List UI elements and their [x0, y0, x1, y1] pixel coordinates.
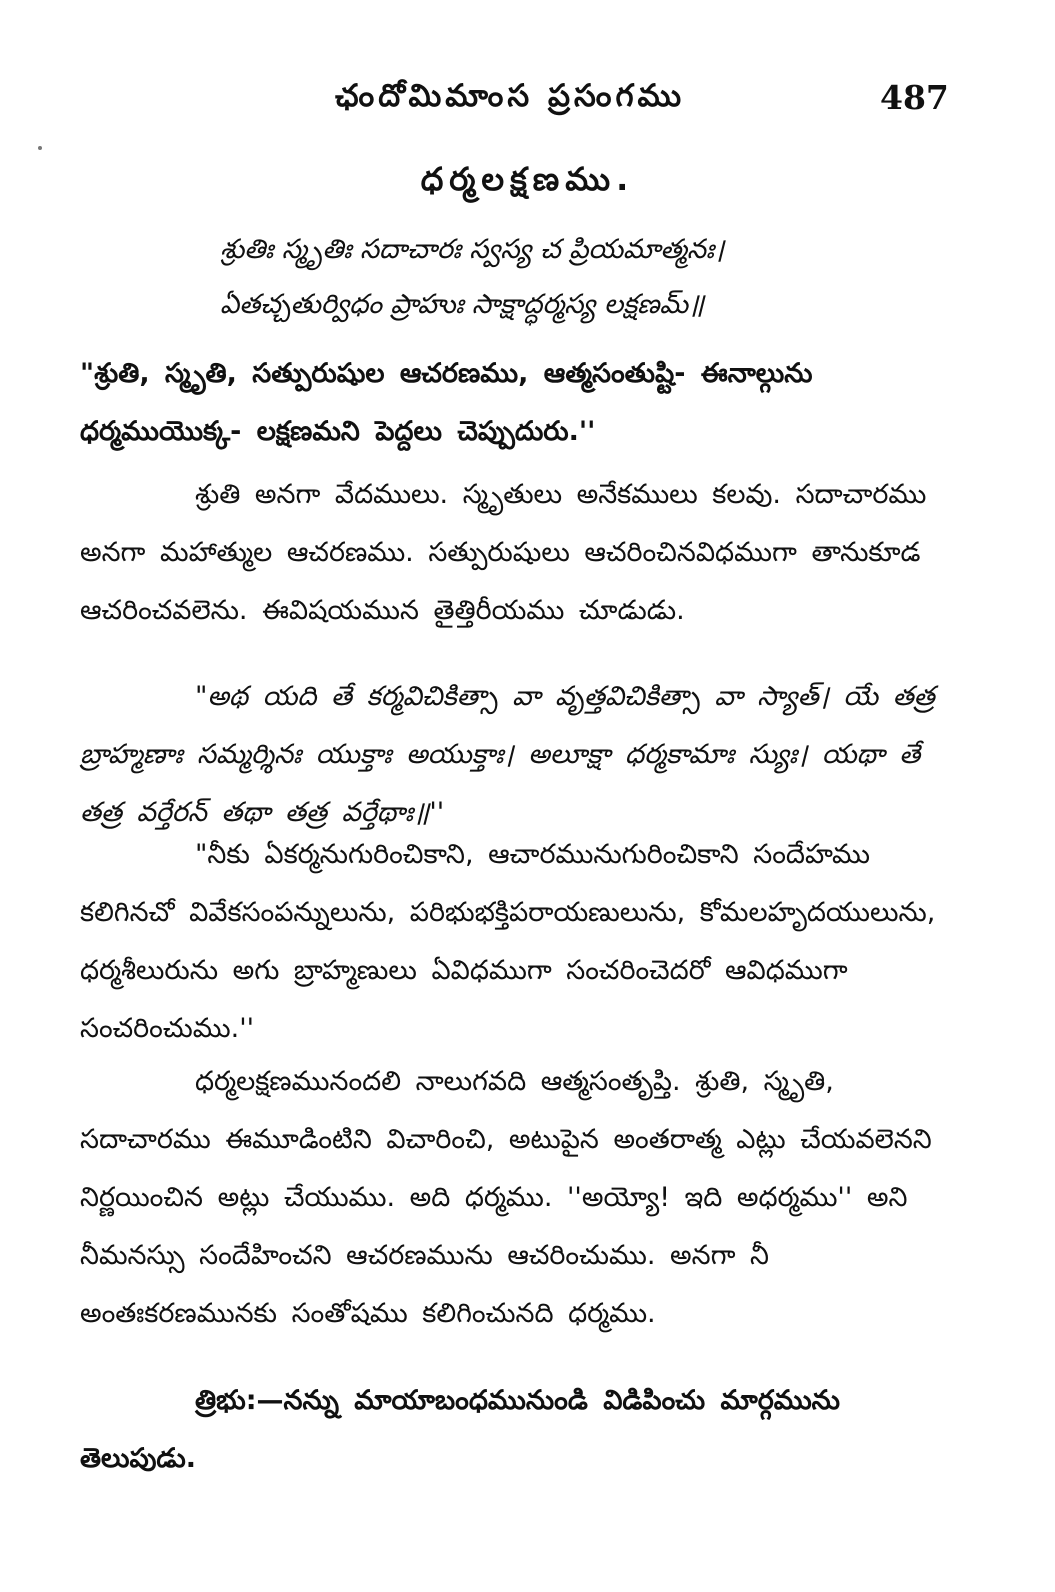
- sanskrit-verse-line-2: ఏతచ్చతుర్విధం ప్రాహుః సాక్షాద్ధర్మస్య లక్షణమ్॥: [220, 289, 705, 320]
- running-title: ఛందోమిమాంస ప్రసంగము: [335, 78, 686, 114]
- section-heading: ధర్మలక్షణము.: [420, 160, 635, 198]
- paragraph-sanskrit-quote: "అథ యది తే కర్మవిచికిత్సా వా వృత్తవిచికిత్సా వా స్యాత్। యే తత్ర బ్రాహ్మణాః సమ్మర్శినః యుక్తాః అయుక్తాః। అలూక్షా ధర్మకామాః స్యుః। యథా తే తత్ర వర్తేరన్ తథా తత్ర వర్తేథాః॥'': [80, 681, 935, 828]
- page-header: [0, 78, 1055, 128]
- paragraph-explanation: శ్రుతి అనగా వేదములు. స్మృతులు అనేకములు కలవు. సదాచారము అనగా మహాత్ముల ఆచరణము. సత్పురుషులు ఆచరించినవిధముగా తానుకూడ ఆచరించవలెను. ఈవిషయమున తైత్తిరీయము చూడుడు.: [80, 479, 927, 626]
- page-number: 487: [880, 78, 949, 117]
- paragraph-question: త్రిభు:—నన్ను మాయాబంధమునుండి విడిపించు మార్గమును తెలుపుడు.: [80, 1385, 840, 1474]
- paragraph-quote-translation: "నీకు ఏకర్మనుగురించికాని, ఆచారమునుగురించికాని సందేహము కలిగినచో వివేకసంపన్నులును, పరిభుభక్తిపరాయణులును, కోమలహృదయులును, ధర్మశీలురును అగు బ్రాహ్మణులు ఏవిధముగా సంచరించెదరో ఆవిధముగా సంచరించుము.'': [80, 839, 936, 1044]
- scan-speck: [38, 146, 42, 150]
- paragraph-translation: "శ్రుతి, స్మృతి, సత్పురుషుల ఆచరణము, ఆత్మసంతుష్టి- ఈనాల్గును ధర్మముయొక్క- లక్షణమని పెద్దలు చెప్పుదురు.'': [80, 358, 813, 447]
- sanskrit-verse-line-1: శ్రుతిః స్మృతిః సదాచారః స్వస్య చ ప్రియమాత్మనః।: [220, 234, 725, 265]
- paragraph-self-satisfaction: ధర్మలక్షణమునందలి నాలుగవది ఆత్మసంతృప్తి. శ్రుతి, స్మృతి, సదాచారము ఈమూడింటిని విచారించి, అటుపైన అంతరాత్మ ఎట్లు చేయవలెనని నిర్ణయించిన అట్లు చేయుము. అది ధర్మము. ''అయ్యో! ఇది అధర్మము'' అని నీమనస్సు సందేహించని ఆచరణమును ఆచరించుము. అనగా నీ అంతఃకరణమునకు సంతోషము కలిగించునది ధర్మము.: [80, 1066, 932, 1329]
